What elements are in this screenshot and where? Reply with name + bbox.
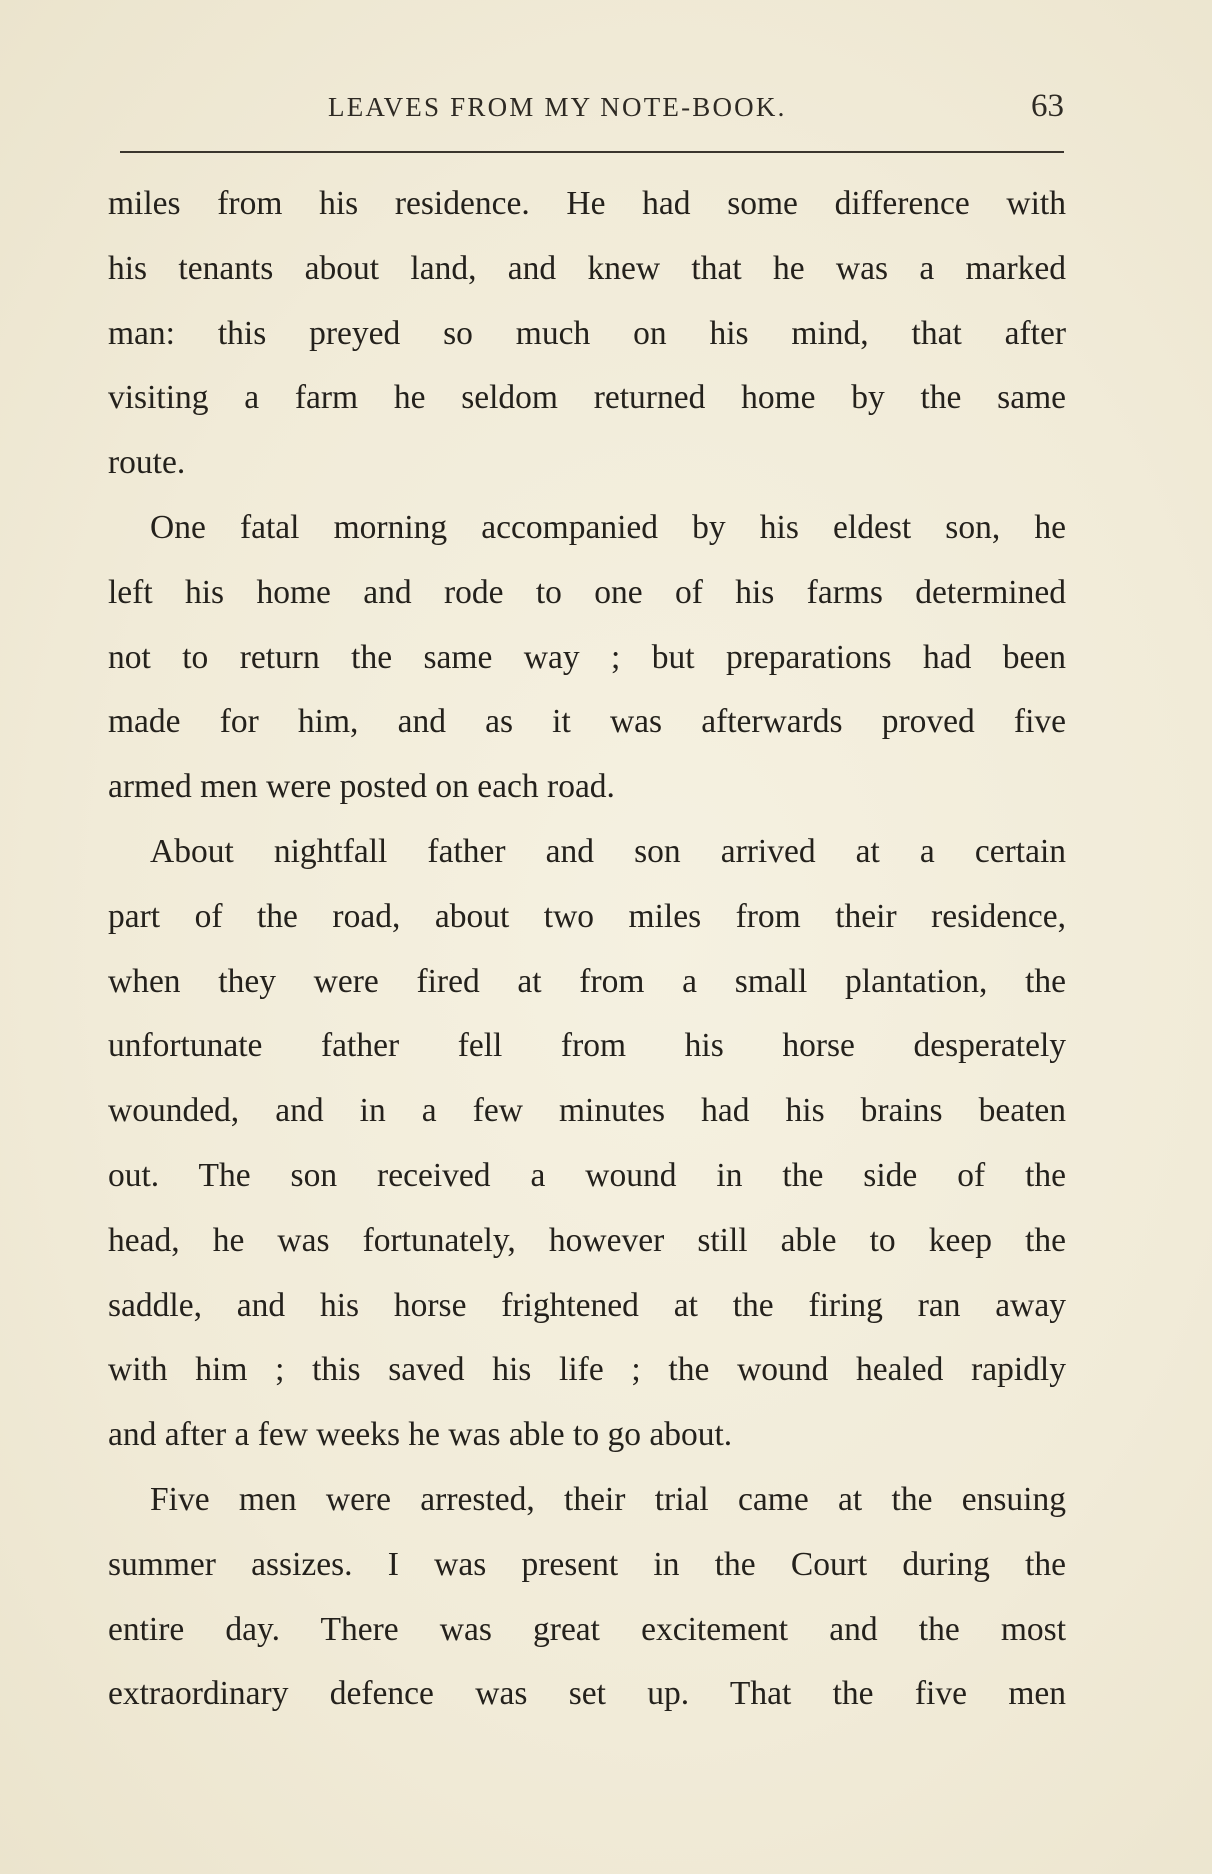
- text-line: saddle, and his horse frightened at the firing ran away: [108, 1286, 1066, 1324]
- text-line: out. The son received a wound in the side of the: [108, 1156, 1066, 1194]
- running-title: LEAVES FROM MY NOTE-BOOK.: [328, 92, 787, 122]
- text-line: and after a few weeks he was able to go about.: [108, 1416, 733, 1454]
- header-rule: [120, 151, 1064, 153]
- text-line: Five men were arrested, their trial came at the ensuing: [150, 1480, 1066, 1518]
- body-text: [108, 172, 1066, 1727]
- text-line: man: this preyed so much on his mind, that after: [108, 314, 1066, 352]
- text-line: wounded, and in a few minutes had his brains beaten: [108, 1092, 1066, 1130]
- text-line: his tenants about land, and knew that he was a marked: [108, 249, 1066, 287]
- text-line: visiting a farm he seldom returned home by the same: [108, 379, 1066, 417]
- text-line: unfortunate father fell from his horse desperately: [108, 1027, 1066, 1065]
- text-line: miles from his residence. He had some difference with: [108, 185, 1066, 222]
- text-line: part of the road, about two miles from their residence,: [108, 897, 1066, 935]
- text-line: One fatal morning accompanied by his eldest son, he: [150, 508, 1066, 546]
- text-line: not to return the same way ; but preparations had been: [108, 638, 1066, 676]
- text-line: head, he was fortunately, however still able to keep the: [108, 1221, 1066, 1259]
- text-line: About nightfall father and son arrived at a certain: [150, 832, 1066, 870]
- text-line: with him ; this saved his life ; the wound healed rapidly: [108, 1351, 1066, 1389]
- page-header: [108, 88, 1064, 132]
- text-line: left his home and rode to one of his farms determined: [108, 573, 1066, 611]
- text-line: armed men were posted on each road.: [108, 768, 615, 806]
- text-line: extraordinary defence was set up. That the five men: [108, 1675, 1066, 1713]
- text-line: made for him, and as it was afterwards proved five: [108, 703, 1066, 741]
- text-line: route.: [108, 444, 186, 482]
- text-line: when they were fired at from a small plantation, the: [108, 962, 1066, 1000]
- text-line: entire day. There was great excitement and the most: [108, 1610, 1066, 1648]
- text-line: summer assizes. I was present in the Court during the: [108, 1545, 1066, 1583]
- page-number: 63: [1031, 88, 1064, 124]
